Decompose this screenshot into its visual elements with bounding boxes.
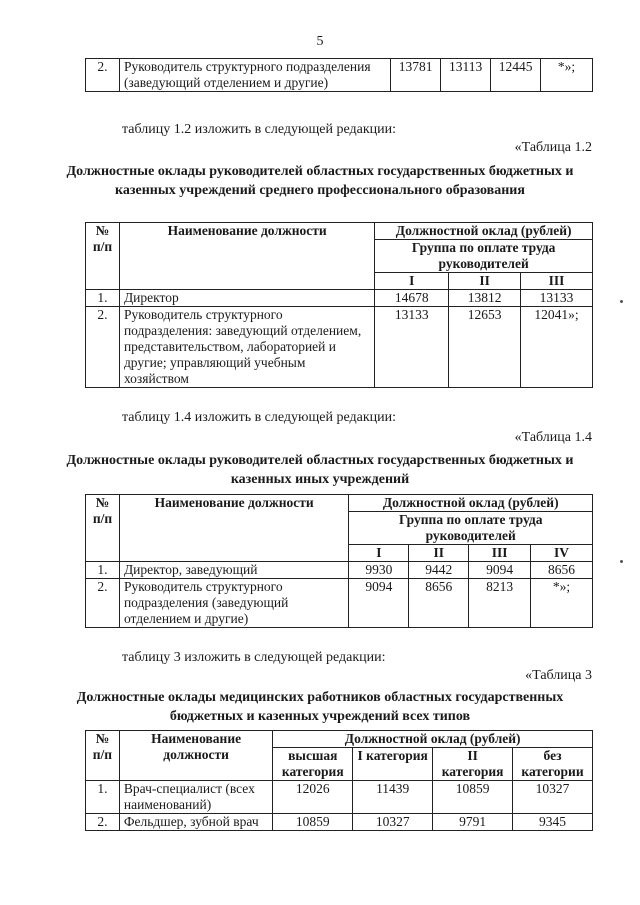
group-header: I [349,545,409,562]
category-header: без категории [513,748,593,781]
table-row [86,59,593,92]
header-position: Наименование должности [119,495,348,562]
salary-cell: 12445 [491,59,541,92]
salary-cell: 10327 [353,814,433,831]
row-number: 2. [86,307,120,388]
position-name: Руководитель структурного подразделения (заведующий отделением и другие) [119,59,390,92]
position-name: Руководитель структурного подразделения (заведующий отделением и другие) [119,579,348,628]
position-name: Руководитель структурного подразделения: заведующий отделением, представительством, лабораторией и другие; управляющий учебным хозяйством [119,307,374,388]
header-salary: Должностной оклад (рублей) [375,223,593,240]
page-number: 5 [316,34,324,49]
salary-cell: 9791 [433,814,513,831]
header-group: Группа по оплате труда руководителей [349,512,593,545]
salary-cell: 14678 [375,290,449,307]
table-1-4 [85,494,593,628]
table-row [86,562,593,579]
header-group: Группа по оплате труда руководителей [375,240,593,273]
salary-cell: 8213 [469,579,531,628]
table-label: «Таблица 1.2 [514,140,592,155]
salary-cell: 9930 [349,562,409,579]
table-label: «Таблица 1.4 [514,430,592,445]
group-header: III [469,545,531,562]
group-header: IV [531,545,593,562]
group-header: II [449,273,521,290]
salary-cell: 12041»; [521,307,593,388]
salary-cell: 10859 [433,781,513,814]
table-1-2 [85,222,593,388]
row-number: 1. [86,562,120,579]
salary-cell: 9345 [513,814,593,831]
salary-cell: 13812 [449,290,521,307]
header-position: Наименование должности [119,223,374,290]
table-1-continuation [85,58,593,92]
scan-speck [620,300,623,303]
position-name: Врач-специалист (всех наименований) [119,781,272,814]
position-name: Директор [119,290,374,307]
position-name: Фельдшер, зубной врач [119,814,272,831]
salary-cell: 10859 [273,814,353,831]
category-header: высшая категория [273,748,353,781]
table-row [86,579,593,628]
row-number: 2. [86,579,120,628]
table-row [86,814,593,831]
salary-cell: *»; [531,579,593,628]
salary-cell: 11439 [353,781,433,814]
instruction-paragraph: таблицу 3 изложить в следующей редакции: [122,650,386,665]
row-number: 1. [86,781,120,814]
table-label: «Таблица 3 [525,668,592,683]
row-number: 1. [86,290,120,307]
salary-cell: *»; [541,59,593,92]
group-header: III [521,273,593,290]
salary-cell: 8656 [409,579,469,628]
table-row [86,307,593,388]
group-header: II [409,545,469,562]
table-title: Должностные оклады руководителей областных государственных бюджетных и казенных иных учреждений [66,453,574,487]
instruction-paragraph: таблицу 1.2 изложить в следующей редакции: [122,122,397,137]
header-number: № п/п [86,223,120,290]
category-header: II категория [433,748,513,781]
instruction-paragraph: таблицу 1.4 изложить в следующей редакции: [122,410,397,425]
group-header: I [375,273,449,290]
salary-cell: 9094 [469,562,531,579]
salary-cell: 13133 [521,290,593,307]
table-row [86,290,593,307]
header-salary: Должностной оклад (рублей) [273,731,593,748]
header-salary: Должностной оклад (рублей) [349,495,593,512]
table-row [86,781,593,814]
table-title: Должностные оклады медицинских работников областных государственных бюджетных и казенных учреждений всех типов [76,690,564,724]
salary-cell: 9442 [409,562,469,579]
salary-cell: 12026 [273,781,353,814]
salary-cell: 8656 [531,562,593,579]
salary-cell: 13113 [441,59,491,92]
row-number: 2. [86,814,120,831]
header-position: Наименование должности [119,731,272,781]
position-name: Директор, заведующий [119,562,348,579]
salary-cell: 12653 [449,307,521,388]
category-header: I категория [353,748,433,781]
header-number: № п/п [86,731,120,781]
salary-cell: 13781 [391,59,441,92]
salary-cell: 9094 [349,579,409,628]
scan-speck [620,560,623,563]
table-3 [85,730,593,831]
salary-cell: 13133 [375,307,449,388]
row-number: 2. [86,59,120,92]
salary-cell: 10327 [513,781,593,814]
table-title: Должностные оклады руководителей областных государственных бюджетных и казенных учреждений среднего профессионального образования [66,164,574,198]
header-number: № п/п [86,495,120,562]
